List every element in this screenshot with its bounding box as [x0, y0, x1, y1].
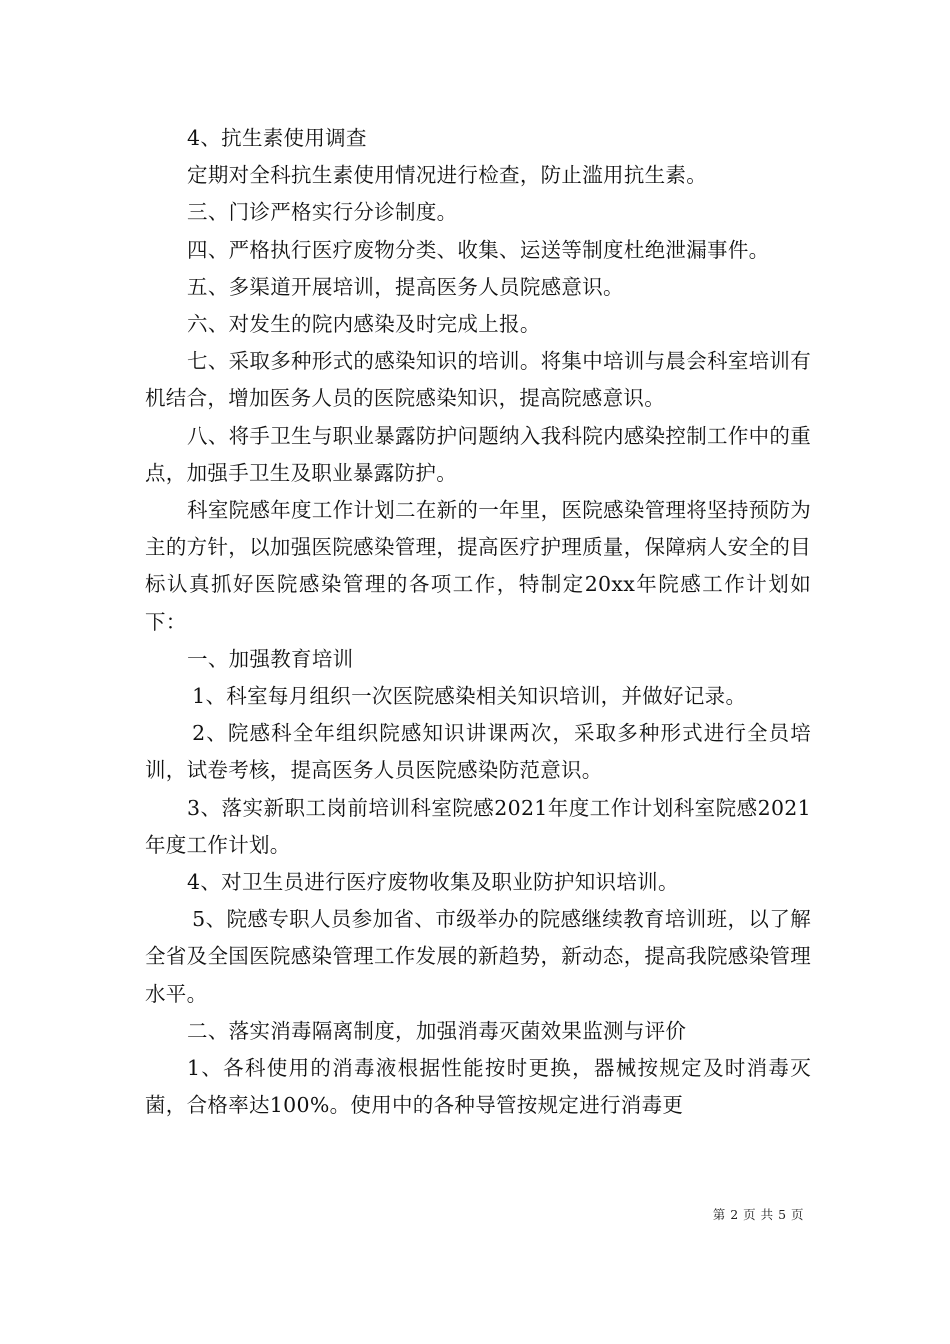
list-item-sanitation-staff-training: 4、对卫生员进行医疗废物收集及职业防护知识培训。	[187, 870, 679, 895]
list-item-lectures: 2、院感科全年组织院感知识讲课两次，采取多种形式进行全员培训，试卷考核，提高医务人员医院感染防范意识。	[145, 721, 811, 783]
list-item-disinfectant-replacement: 1、各科使用的消毒液根据性能按时更换，器械按规定及时消毒灭菌，合格率达100%。使用中的各种导管按规定进行消毒更	[145, 1056, 811, 1118]
page-number-footer: 第 2 页 共 5 页	[712, 1207, 804, 1222]
list-item-continuing-education: 5、院感专职人员参加省、市级举办的院感继续教育培训班，以了解全省及全国医院感染管理工作发展的新趋势，新动态，提高我院感染管理水平。	[145, 907, 811, 1006]
paragraph-plan-two-intro: 科室院感年度工作计划二在新的一年里，医院感染管理将坚持预防为主的方针，以加强医院感染管理，提高医疗护理质量，保障病人安全的目标认真抓好医院感染管理的各项工作，特制定20xx年院感工作计划如下：	[145, 498, 812, 634]
section-heading-education: 一、加强教育培训	[187, 646, 354, 671]
section-heading-medical-waste: 四、严格执行医疗废物分类、收集、运送等制度杜绝泄漏事件。	[187, 237, 770, 262]
list-item-antibiotic-survey: 4、抗生素使用调查	[187, 126, 367, 150]
section-heading-disinfection: 二、落实消毒隔离制度，加强消毒灭菌效果监测与评价	[187, 1018, 687, 1043]
section-heading-infection-report: 六、对发生的院内感染及时完成上报。	[187, 312, 541, 337]
section-heading-triage: 三、门诊严格实行分诊制度。	[187, 200, 458, 225]
list-item-new-staff-training: 3、落实新职工岗前培训科室院感2021年度工作计划科室院感2021年度工作计划。	[145, 795, 811, 857]
section-heading-training-channels: 五、多渠道开展培训，提高医务人员院感意识。	[187, 274, 624, 299]
section-heading-hand-hygiene: 八、将手卫生与职业暴露防护问题纳入我科院内感染控制工作中的重点，加强手卫生及职业暴露防护。	[145, 423, 812, 485]
list-item-monthly-training: 1、科室每月组织一次医院感染相关知识培训，并做好记录。	[192, 684, 747, 709]
paragraph-antibiotic-check: 定期对全科抗生素使用情况进行检查，防止滥用抗生素。	[187, 163, 708, 188]
document-body	[145, 120, 811, 1124]
section-heading-infection-training: 七、采取多种形式的感染知识的培训。将集中培训与晨会科室培训有机结合，增加医务人员的医院感染知识，提高院感意识。	[145, 349, 812, 411]
